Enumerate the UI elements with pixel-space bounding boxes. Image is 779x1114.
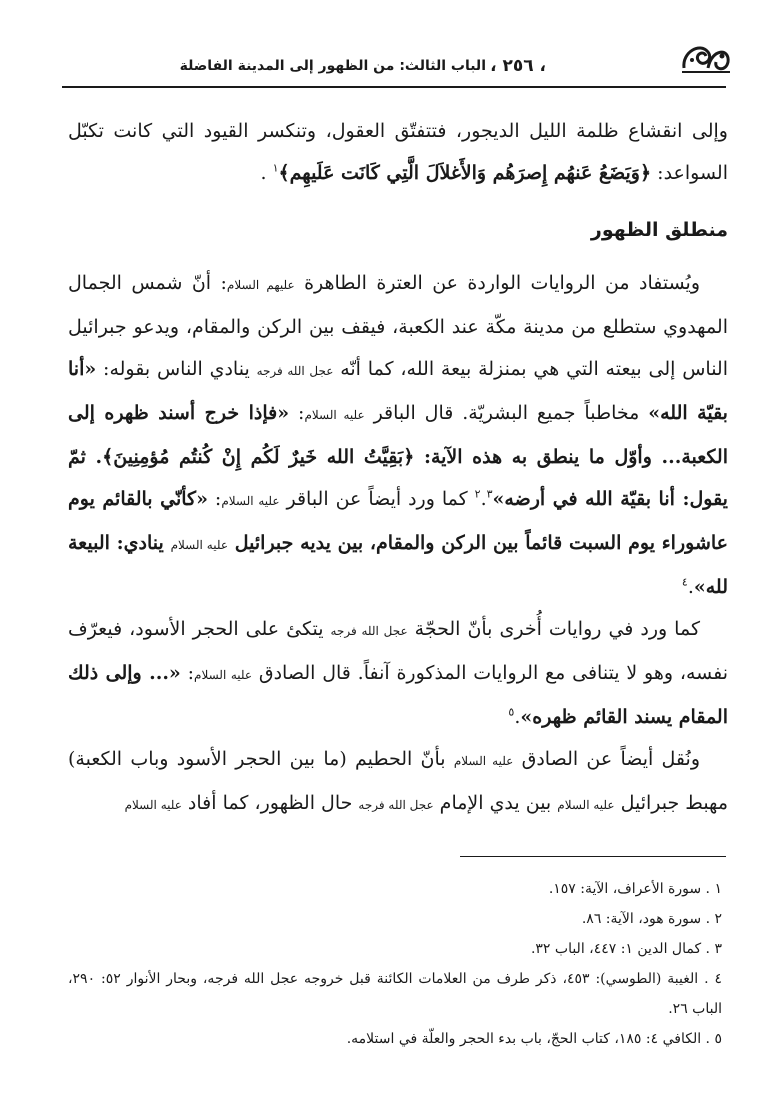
paragraph-4 (68, 738, 728, 826)
text: ينادي الناس بقوله: (96, 358, 257, 380)
quote: . ثمّ يقول: أنا بقيّة الله في أرضه» (68, 446, 728, 510)
text: وإلى انقشاع ظلمة الليل الديجور، فتتفتّق العقول، وتنكسر القيود التي كانت تكبّل السواعد: (68, 120, 728, 184)
text: بأنّ الحطيم (ما بين الحجر الأسود وباب الكعبة) مهبط جبرائيل (68, 748, 728, 814)
paragraph-2: ويُستفاد من الروايات الواردة عن العترة الطاهرة عليهم السلام: أنّ شمس الجمال المهدوي ستطلع من مدينة مكّة عند الكعبة، فيقف بين الركن والمقام، ويدعو جبرائيل الناس إلى بيعته التي هي بمنزلة بيعة الله، كما أنّه عجل الله فرجه ينادي الناس بقوله: «أنا بقيّة الله» مخاطباً جميع البشريّة. قال الباقر عليه السلام: «فإذا خرج أسند ظهره إلى الكعبة... وأوّل ما ينطق به هذه الآية: ﴿بَقِيَّتُ الله خَيرٌ لَكُم إِنْ كُنتُم مُؤمِنِينَ﴾. ثمّ يقول: أنا بقيّة الله في أرضه»$^٢$.$^٣$ كما ورد أيضاً عن الباقر عليه السلام: «كأنّي بالقائم يوم عاشوراء يوم السبت قائماً بين الركن والمقام، بين يديه جبرائيل عليه السلام ينادي: البيعة لله».$^٤$ (68, 272, 728, 598)
quote: «أنا بقيّة الله» (68, 358, 728, 424)
blessing-glyph: عجل الله فرجه (256, 364, 334, 378)
footnote-ref: ٥ (508, 705, 515, 719)
blessing-glyph: عليهم السلام (226, 278, 295, 292)
footnote-divider (460, 856, 726, 857)
quote: ينادي: البيعة لله» (68, 532, 728, 598)
footnote-ref: ٤ (681, 575, 688, 589)
page-header (62, 44, 726, 88)
footnotes (68, 874, 722, 1054)
main-text (68, 110, 728, 826)
quran-verse: ﴿وَيَضَعُ عَنهُم إِصرَهُم وَالأَغلاَلَ الَّتِي كَانَت عَلَيهِم﴾ (278, 162, 652, 184)
section-heading: منطلق الظهور (590, 219, 728, 241)
text: حال الظهور، كما أفاد (181, 792, 359, 814)
footnote-ref: ٢ (474, 487, 481, 501)
ornament-icon (678, 38, 734, 82)
page-number: ، ٢٥٦ ، (490, 56, 546, 76)
text: : أنّ شمس الجمال المهدوي ستطلع من مدينة مكّة عند الكعبة، فيقف بين الركن والمقام، ويدعو جبرائيل الناس إلى بيعته التي هي بمنزلة بيعة الله، كما أنّه (68, 272, 728, 380)
text: ونُقل أيضاً عن الصادق (513, 748, 700, 770)
blessing-glyph: عليه السلام (124, 798, 182, 812)
footnote-ref: ٣ (486, 487, 493, 501)
footnote: ١ . سورة الأعراف، الآية: ١٥٧. (548, 881, 722, 897)
blessing-glyph: عليه السلام (194, 668, 253, 682)
quote: «فإذا خرج أسند ظهره إلى الكعبة... وأوّل ما ينطق به هذه الآية: (68, 402, 728, 468)
footnote: ٤ . الغيبة (الطوسي): ٤٥٣، ذكر طرف من العلامات الكائنة قبل خروجه عجل الله فرجه، وبحار الأنوار ٥٢: ٢٩٠، الباب ٢٦. (68, 971, 722, 1017)
footnote: ٣ . كمال الدين ١: ٤٤٧، الباب ٣٢. (530, 941, 722, 957)
footnote: ٢ . سورة هود، الآية: ٨٦. (581, 911, 722, 927)
blessing-glyph: عجل الله فرجه (358, 798, 434, 812)
text: : (207, 488, 222, 510)
footnote: ٥ . الكافي ٤: ١٨٥، كتاب الحجّ، باب بدء الحجر والعلّة في استلامه. (346, 1031, 722, 1047)
quote: «كأنّي بالقائم يوم عاشوراء يوم السبت قائماً بين الركن والمقام، بين يديه جبرائيل (68, 488, 728, 554)
footnote-ref: ١ (272, 161, 279, 175)
text: مخاطباً جميع البشريّة. قال الباقر (364, 402, 649, 424)
text: : (180, 662, 195, 684)
text: يتكئ على الحجر الأسود، فيعرّف نفسه، وهو لا يتنافى مع الروايات المذكورة آنفاً. قال الصادق (68, 618, 728, 684)
quote: «... وإلى ذلك المقام يسند القائم ظهره» (68, 662, 728, 728)
text: ويُستفاد من الروايات الواردة عن العترة الطاهرة (294, 272, 700, 294)
blessing-glyph: عليه السلام (304, 408, 365, 422)
text: بين يدي الإمام (433, 792, 558, 814)
blessing-glyph: عجل الله فرجه (330, 624, 408, 638)
paragraph-1: وإلى انقشاع ظلمة الليل الديجور، فتتفتّق العقول، وتنكسر القيود التي كانت تكبّل السواعد: ﴿وَيَضَعُ عَنهُم إِصرَهُم وَالأَغلاَلَ الَّتِي كَانَت عَلَيهِم﴾$^١$ . (68, 120, 728, 184)
text: : (289, 402, 305, 424)
blessing-glyph: عليه السلام (453, 754, 514, 768)
paragraph-3: كما ورد في روايات أُخرى بأنّ الحجّة عجل الله فرجه يتكئ على الحجر الأسود، فيعرّف نفسه، وهو لا يتنافى مع الروايات المذكورة آنفاً. قال الصادق عليه السلام: «... وإلى ذلك المقام يسند القائم ظهره».$^٥$ (68, 618, 728, 728)
text: كما ورد أيضاً عن الباقر (279, 488, 475, 510)
quran-verse: ﴿بَقِيَّتُ الله خَيرٌ لَكُم إِنْ كُنتُم مُؤمِنِينَ﴾ (102, 446, 415, 468)
blessing-glyph: عليه السلام (170, 538, 228, 552)
blessing-glyph: عليه السلام (221, 494, 280, 508)
running-title: الباب الثالث: من الظهور إلى المدينة الفاضلة (179, 58, 486, 74)
text: كما ورد في روايات أُخرى بأنّ الحجّة (407, 618, 700, 640)
blessing-glyph: عليه السلام (557, 798, 615, 812)
